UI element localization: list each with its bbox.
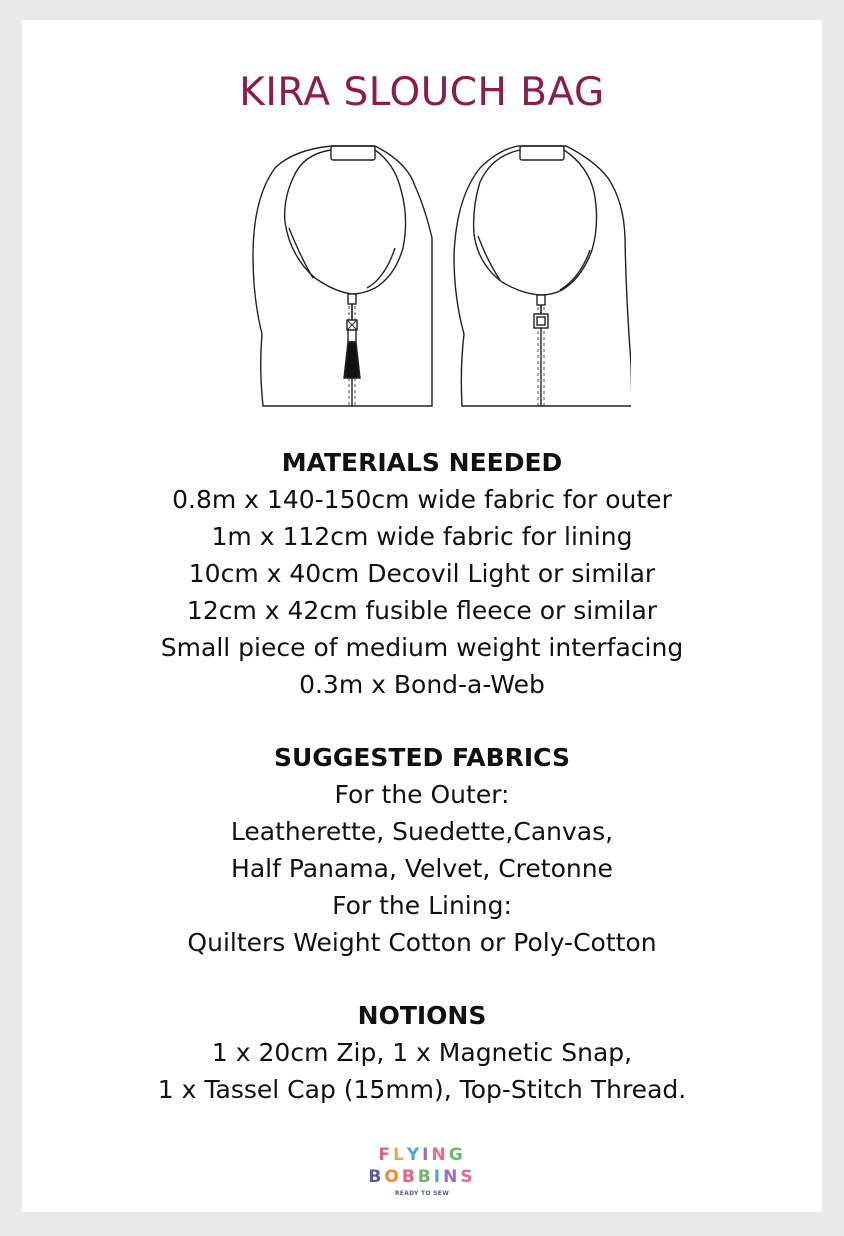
logo-letter: N: [443, 1167, 461, 1187]
materials-line: 0.3m x Bond-a-Web: [299, 670, 545, 699]
logo-letter: L: [392, 1145, 407, 1165]
bag-back-view: [454, 146, 631, 406]
fabrics-line: Leatherette, Suedette,Canvas,: [230, 817, 614, 846]
materials-line: 1m x 112cm wide fabric for lining: [211, 522, 633, 551]
logo-letter: I: [422, 1145, 432, 1165]
logo-letter: B: [401, 1167, 418, 1187]
logo-letter: O: [384, 1167, 402, 1187]
bag-illustrations: [235, 138, 631, 424]
logo-letter: N: [431, 1145, 449, 1165]
fabrics-line: For the Outer:: [334, 780, 510, 809]
logo-tagline: READY TO SEW: [394, 1190, 450, 1197]
fabrics-line: For the Lining:: [332, 891, 512, 920]
tassel-icon: [344, 342, 360, 378]
flying-bobbins-logo: [22, 1144, 822, 1200]
materials-line: 10cm x 40cm Decovil Light or similar: [188, 559, 656, 588]
zip-pull-icon: [534, 314, 548, 328]
materials-line: 12cm x 42cm fusible fleece or similar: [186, 596, 658, 625]
logo-word-bobbins: [22, 1166, 822, 1188]
materials-line: 0.8m x 140-150cm wide fabric for outer: [172, 485, 672, 514]
fabrics-line: Half Panama, Velvet, Cretonne: [231, 854, 613, 883]
notions-section: [22, 997, 822, 1108]
logo-letter: G: [448, 1145, 466, 1165]
pattern-card: [22, 20, 822, 1212]
logo-letter: B: [417, 1167, 434, 1187]
logo-word-flying: [22, 1144, 822, 1166]
fabrics-line: Quilters Weight Cotton or Poly-Cotton: [187, 928, 657, 957]
materials-line: Small piece of medium weight interfacing: [160, 633, 684, 662]
bag-front-view: [253, 146, 432, 406]
notions-line: 1 x Tassel Cap (15mm), Top-Stitch Thread.: [157, 1075, 687, 1104]
materials-heading: MATERIALS NEEDED: [281, 448, 563, 477]
logo-letter: I: [433, 1167, 444, 1187]
fabrics-heading: SUGGESTED FABRICS: [274, 743, 570, 772]
logo-letter: S: [460, 1167, 476, 1187]
materials-section: [22, 444, 822, 703]
notions-heading: NOTIONS: [357, 1001, 487, 1030]
logo-letter: B: [368, 1167, 385, 1187]
logo-letter: F: [378, 1145, 393, 1165]
logo-letter: Y: [406, 1145, 423, 1165]
notions-line: 1 x 20cm Zip, 1 x Magnetic Snap,: [211, 1038, 633, 1067]
page-title: KIRA SLOUCH BAG: [239, 70, 605, 115]
fabrics-section: [22, 739, 822, 961]
